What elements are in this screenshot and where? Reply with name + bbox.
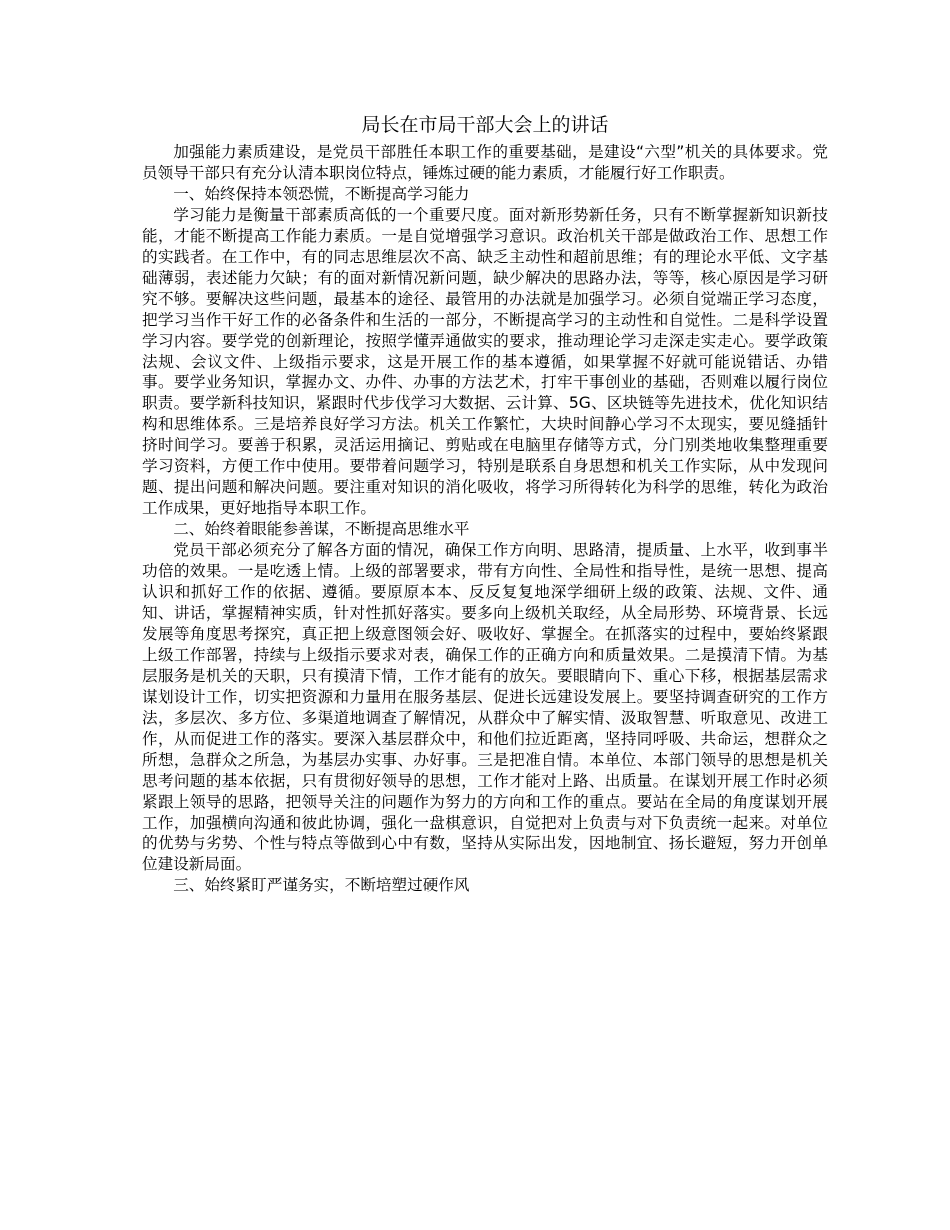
section-2-paragraph: 党员干部必须充分了解各方面的情况，确保工作方向明、思路清，提质量、上水平，收到事半功倍的效果。一是吃透上情。上级的部署要求，带有方向性、全局性和指导性，是统一思想、提高认识和抓好工作的依据、遵循。要原原本本、反反复复地深学细研上级的政策、法规、文件、通知、讲话，掌握精神实质，针对性抓好落实。要多向上级机关取经，从全局形势、环境背景、长远发展等角度思考探究，真正把上级意图领会好、吸收好、掌握全。在抓落实的过程中，要始终紧跟上级工作部署，持续与上级指示要求对表，确保工作的正确方向和质量效果。二是摸清下情。为基层服务是机关的天职，只有摸清下情，工作才能有的放矢。要眼睛向下、重心下移，根据基层需求谋划设计工作，切实把资源和力量用在服务基层、促进长远建设发展上。要坚持调查研究的工作方法，多层次、多方位、多渠道地调查了解情况，从群众中了解实情、汲取智慧、听取意见、改进工作，从而促进工作的落实。要深入基层群众中，和他们拉近距离，坚持同呼吸、共命运，想群众之所想，急群众之所急，为基层办实事、办好事。三是把准自情。本单位、本部门领导的思想是机关思考问题的基本依据，只有贯彻好领导的思想，工作才能对上路、出质量。在谋划开展工作时必须紧跟上领导的思路，把领导关注的问题作为努力的方向和工作的重点。要站在全局的角度谋划开展工作，加强横向沟通和彼此协调，强化一盘棋意识，自觉把对上负责与对下负责统一起来。对单位的优势与劣势、个性与特点等做到心中有数，坚持从实际出发，因地制宜、扬长避短，努力开创单位建设新局面。 (142, 541, 828, 874)
section-1-heading: 一、始终保持本领恐慌，不断提高学习能力 (173, 184, 470, 203)
section-3-heading: 三、始终紧盯严谨务实，不断培塑过硬作风 (173, 876, 470, 895)
section-2-heading: 二、始终着眼能参善谋，不断提高思维水平 (173, 520, 470, 539)
section-1-paragraph: 学习能力是衡量干部素质高低的一个重要尺度。面对新形势新任务，只有不断掌握新知识新技能，才能不断提高工作能力素质。一是自觉增强学习意识。政治机关干部是做政治工作、思想工作的实践者。在工作中，有的同志思维层次不高、缺乏主动性和超前思维；有的理论水平低、文字基础薄弱，表述能力欠缺；有的面对新情况新问题，缺少解决的思路办法，等等，核心原因是学习研究不够。要解决这些问题，最基本的途径、最管用的办法就是加强学习。必须自觉端正学习态度，把学习当作干好工作的必备条件和生活的一部分，不断提高学习的主动性和自觉性。二是科学设置学习内容。要学党的创新理论，按照学懂弄通做实的要求，推动理论学习走深走实走心。要学政策法规、会议文件、上级指示要求，这是开展工作的基本遵循，如果掌握不好就可能说错话、办错事。要学业务知识，掌握办文、办件、办事的方法艺术，打牢干事创业的基础，否则难以履行岗位职责。要学新科技知识，紧跟时代步伐学习大数据、云计算、5G、区块链等先进技术，优化知识结构和思维体系。三是培养良好学习方法。机关工作繁忙，大块时间静心学习不太现实，要见缝插针挤时间学习。要善于积累，灵活运用摘记、剪贴或在电脑里存储等方式，分门别类地收集整理重要学习资料，方便工作中使用。要带着问题学习，特别是联系自身思想和机关工作实际，从中发现问题、提出问题和解决问题。要注重对知识的消化吸收，将学习所得转化为科学的思维，转化为政治工作成果，更好地指导本职工作。 (142, 205, 828, 518)
document-title: 局长在市局干部大会上的讲话 (361, 114, 609, 136)
intro-paragraph: 加强能力素质建设，是党员干部胜任本职工作的重要基础，是建设“六型”机关的具体要求。党员领导干部只有充分认清本职岗位特点，锤炼过硬的能力素质，才能履行好工作职责。 (142, 143, 828, 182)
document-page (142, 112, 828, 896)
